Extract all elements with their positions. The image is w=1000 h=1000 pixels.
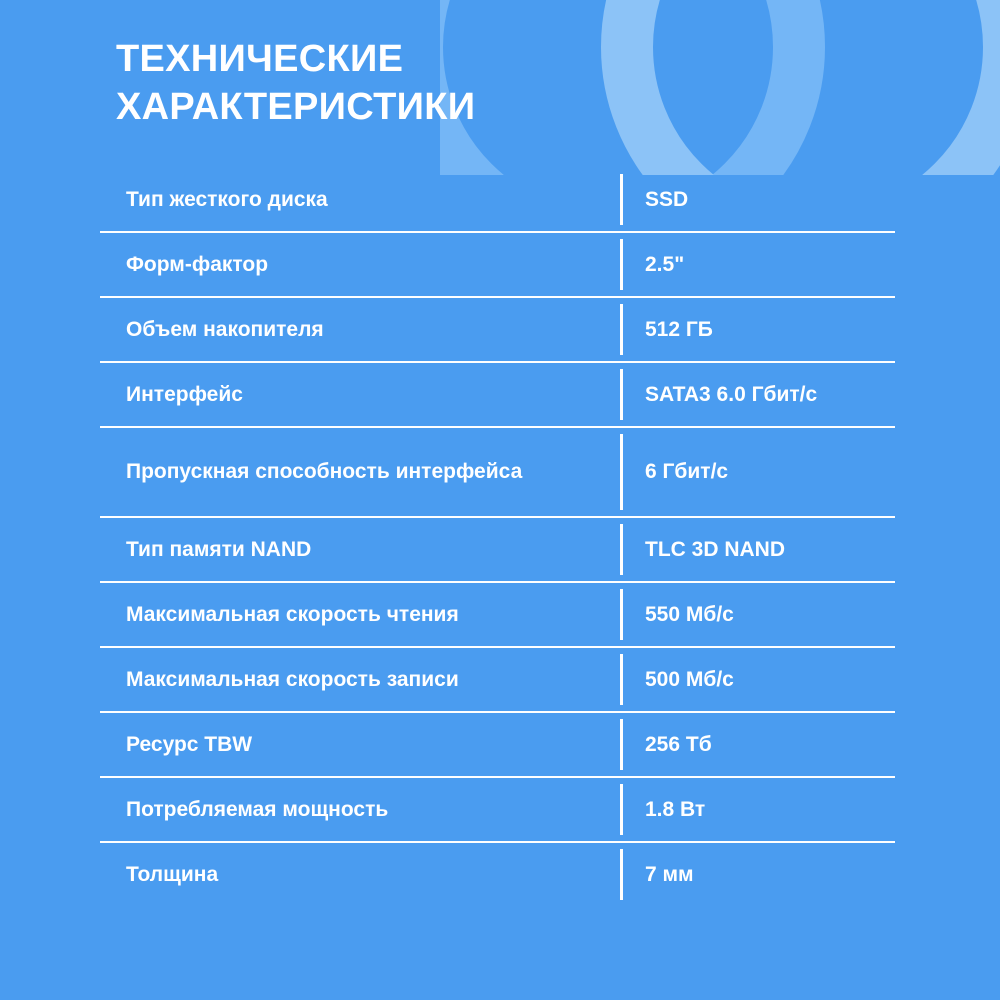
- spec-name: Ресурс TBW: [126, 732, 253, 756]
- spec-value: 6 Гбит/с: [645, 460, 729, 484]
- table-row: [100, 648, 895, 713]
- spec-name: Максимальная скорость записи: [126, 667, 459, 691]
- spec-name: Форм-фактор: [126, 252, 269, 276]
- spec-name: Пропускная способность интерфейса: [126, 460, 523, 484]
- spec-name: Тип памяти NAND: [126, 537, 312, 561]
- spec-value: 256 Тб: [645, 732, 712, 756]
- spec-name: Максимальная скорость чтения: [126, 602, 459, 626]
- spec-name: Тип жесткого диска: [126, 187, 328, 211]
- page-title: ТЕХНИЧЕСКИЕ ХАРАКТЕРИСТИКИ: [116, 38, 476, 128]
- spec-name: Потребляемая мощность: [126, 797, 389, 821]
- table-row: [100, 233, 895, 298]
- spec-value: 7 мм: [645, 862, 694, 886]
- table-row: [100, 428, 895, 518]
- table-row: [100, 168, 895, 233]
- table-row: [100, 583, 895, 648]
- spec-value: TLC 3D NAND: [645, 537, 785, 561]
- spec-value: 500 Мб/с: [645, 667, 734, 691]
- table-row: [100, 518, 895, 583]
- specifications-table: [100, 168, 895, 906]
- spec-name: Интерфейс: [126, 382, 243, 406]
- spec-value: SATA3 6.0 Гбит/с: [645, 382, 818, 406]
- table-row: [100, 778, 895, 843]
- spec-name: Толщина: [126, 862, 219, 886]
- table-row: [100, 843, 895, 906]
- spec-name: Объем накопителя: [126, 317, 324, 341]
- spec-value: 2.5": [645, 252, 685, 276]
- spec-value: SSD: [645, 187, 689, 211]
- spec-value: 550 Мб/с: [645, 602, 734, 626]
- spec-value: 512 ГБ: [645, 317, 713, 341]
- table-row: [100, 298, 895, 363]
- spec-value: 1.8 Вт: [645, 797, 706, 821]
- table-row: [100, 713, 895, 778]
- table-row: [100, 363, 895, 428]
